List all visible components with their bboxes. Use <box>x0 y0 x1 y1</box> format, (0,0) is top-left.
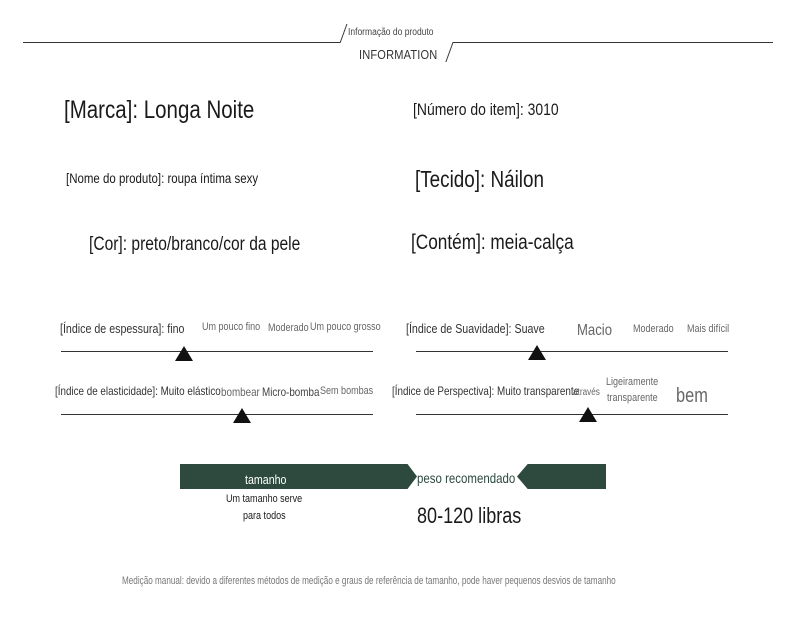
size-bar <box>180 464 417 489</box>
perspective-option-2b: transparente <box>607 392 658 404</box>
thickness-option-2: Moderado <box>268 322 309 334</box>
header-subtitle: Informação do produto <box>348 27 434 38</box>
size-label: tamanho <box>245 472 287 487</box>
perspective-label: [Índice de Perspectiva]: Muito transparente <box>392 384 580 398</box>
fabric-field: [Tecido]: Náilon <box>415 166 544 192</box>
weight-value: 80-120 libras <box>417 503 522 528</box>
footer-note: Medição manual: devido a diferentes métodos de medição e graus de referência de tamanho, pode haver pequenos desvios de tamanho <box>122 575 616 587</box>
header-slash-right <box>445 42 453 62</box>
header-rule-left <box>23 42 340 43</box>
perspective-option-3: bem <box>676 385 708 407</box>
weight-bar <box>517 464 606 489</box>
thickness-scale-line <box>61 351 373 352</box>
softness-option-2: Moderado <box>633 323 674 335</box>
elasticity-label: [Índice de elasticidade]: Muito elástico <box>55 384 221 398</box>
elasticity-option-1: bombear <box>221 385 260 399</box>
thickness-option-1: Um pouco fino <box>202 321 261 333</box>
size-value-line1: Um tamanho serve <box>226 493 303 505</box>
perspective-indicator <box>579 407 597 422</box>
softness-indicator <box>528 345 546 360</box>
perspective-scale-line <box>416 414 728 415</box>
header-rule-right <box>453 42 773 43</box>
softness-option-1: Macio <box>577 322 613 339</box>
softness-label: [Índice de Suavidade]: Suave <box>406 321 545 336</box>
elasticity-indicator <box>233 408 251 423</box>
weight-label: peso recomendado <box>417 470 516 486</box>
elasticity-scale-line <box>61 414 373 415</box>
item-number-field: [Número do item]: 3010 <box>413 100 559 119</box>
brand-field: [Marca]: Longa Noite <box>64 96 255 124</box>
softness-scale-line <box>416 351 728 352</box>
header-title: INFORMATION <box>359 47 438 62</box>
thickness-indicator <box>175 346 193 361</box>
perspective-option-1: através <box>573 387 600 398</box>
elasticity-option-3: Sem bombas <box>320 385 374 397</box>
header-slash-left <box>340 24 348 43</box>
product-name-field: [Nome do produto]: roupa íntima sexy <box>66 170 259 186</box>
thickness-option-3: Um pouco grosso <box>310 321 381 333</box>
thickness-label: [Índice de espessura]: fino <box>60 321 185 336</box>
elasticity-option-2: Micro-bomba <box>262 385 320 399</box>
softness-option-3: Mais difícil <box>687 323 730 335</box>
size-value-line2: para todos <box>243 510 286 522</box>
color-field: [Cor]: preto/branco/cor da pele <box>89 234 301 255</box>
perspective-option-2a: Ligeiramente <box>606 376 659 388</box>
contains-field: [Contém]: meia-calça <box>411 231 574 254</box>
